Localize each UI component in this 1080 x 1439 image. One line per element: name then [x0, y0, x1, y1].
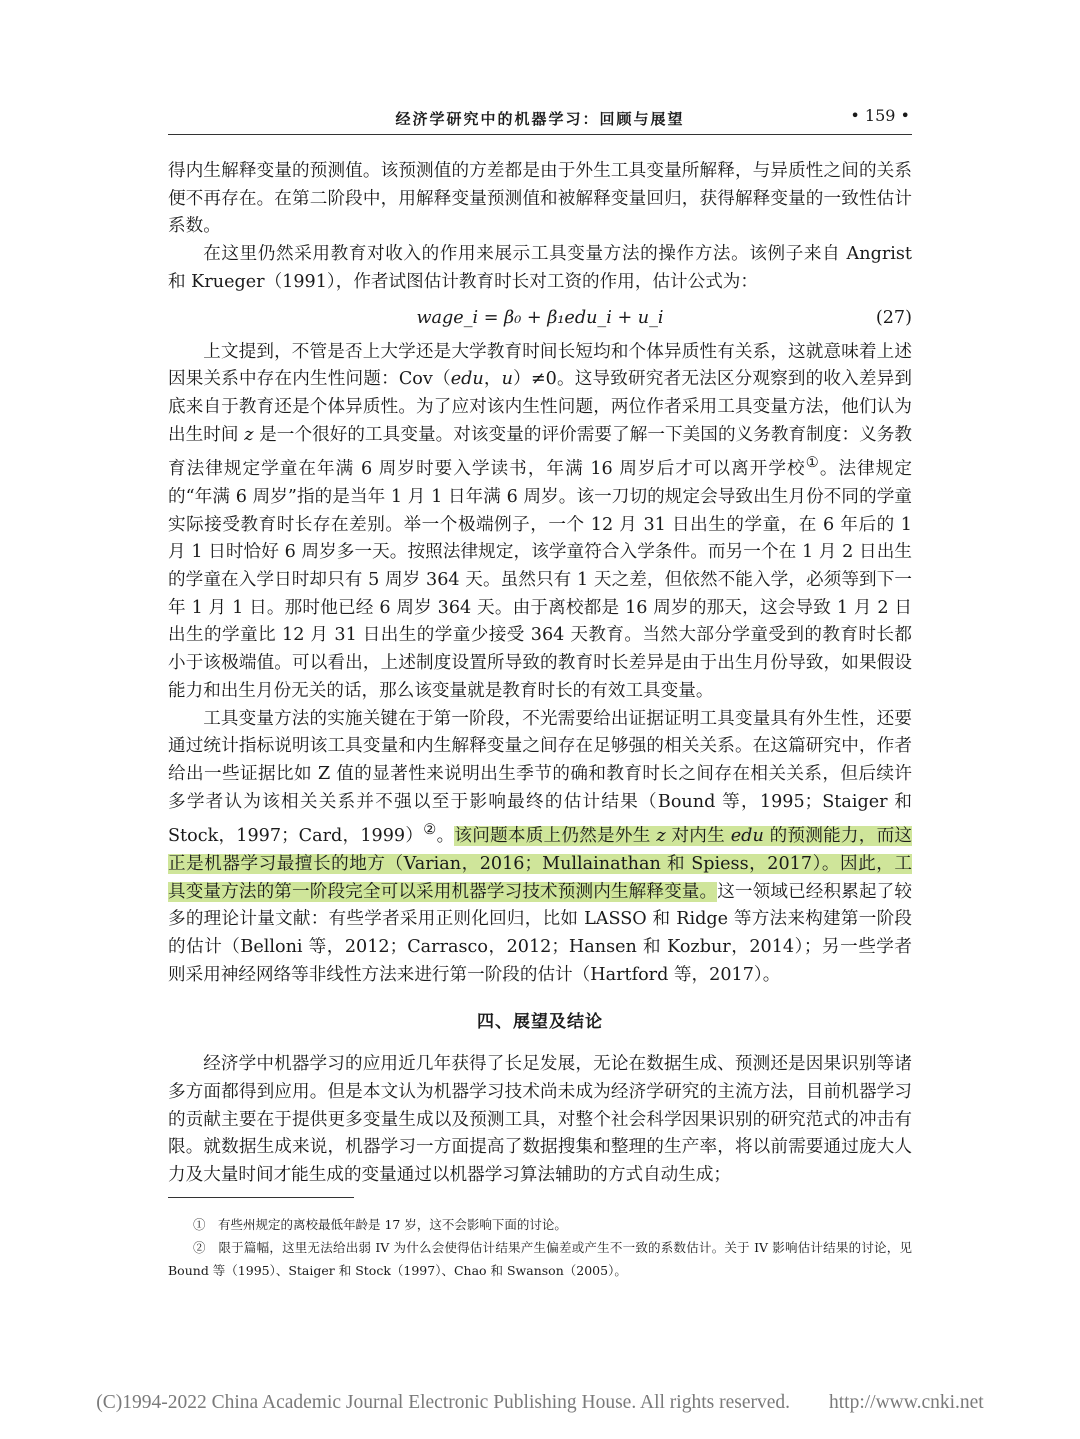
equation-number: (27)	[875, 307, 912, 328]
footnote-2: ② 限于篇幅，这里无法给出弱 IV 为什么会使得估计结果产生偏差或产生不一致的系数估计。关于 IV 影响估计结果的讨论，见 Bound 等（1995）、Staiger 和 Stock（1997）、Chao 和 Swanson（2005）。	[168, 1240, 912, 1278]
text-span: 。	[436, 826, 455, 847]
footnote-rule	[168, 1197, 354, 1198]
paragraph-3	[168, 339, 912, 706]
symbol-u: u	[501, 369, 514, 390]
paragraph-5: 经济学中机器学习的应用近几年获得了长足发展，无论在数据生成、预测还是因果识别等诸多方面都得到应用。但是本文认为机器学习技术尚未成为经济学研究的主流方法，目前机器学习的贡献主要在于提供更多变量生成以及预测工具，对整个社会科学因果识别的研究范式的冲击有限。就数据生成来说，机器学习一方面提高了数据搜集和整理的生产率，将以前需要通过庞大人力及大量时间才能生成的变量通过以机器学习算法辅助的方式自动生成；	[168, 1054, 912, 1185]
text-span: 是一个很好的工具变量。对该变量的评价需要了解一下美国的义务教育制度：义务教育法律规定学童在年满 6 周岁时要入学读书，年满 16 周岁后才可以离开学校	[168, 424, 912, 480]
symbol-z: z	[244, 424, 254, 445]
footnote-ref-2[interactable]: ②	[423, 821, 437, 839]
text-span: 这一领域已经积累起了较多的理论计量文献：有些学者采用正则化回归，比如 LASSO 和 Ridge 等方法来构建第一阶段的估计（Belloni 等，2012；Carrasco，2012；Hansen 和 Kozbur，2014）；另一些学者则采用神经网络等非线性方法来进行第一阶段的估计（Hartford 等，2017）。	[168, 881, 912, 985]
equation-body: wage_i = β₀ + β₁edu_i + u_i	[416, 307, 664, 328]
text-span: 的预测能力，而这正是机器学习最擅长的地方（Varian，2016；Mullainathan 和 Spiess，2017）。因此，工具变量方法的第一阶段完全可以采用机器学习技术预测内生解释变量。	[168, 826, 912, 902]
footnote-1: ① 有些州规定的离校最低年龄是 17 岁，这不会影响下面的讨论。	[193, 1217, 567, 1232]
running-header	[168, 106, 912, 132]
text-span: ）≠0。这导致研究者无法区分观察到的收入差异到底来自于教育还是个体异质性。为了应对该内生性问题，两位作者采用工具变量方法，他们认为出生时间	[168, 369, 912, 445]
copyright-watermark: (C)1994-2022 China Academic Journal Electronic Publishing House. All rights reserved. http://www.cnki.net	[96, 1392, 984, 1413]
section-heading: 四、展望及结论	[477, 1012, 603, 1033]
text-span: 工具变量方法的实施关键在于第一阶段，不光需要给出证据证明工具变量具有外生性，还要通过统计指标说明该工具变量和内生解释变量之间存在足够强的相关关系。在这篇研究中，作者给出一些证据比如 Z 值的显著性来说明出生季节的确和教育时长之间存在相关关系，但后续许多学者认为该相关关系并不强以至于影响最终的估计结果（Bound 等，1995；Staiger 和 Stock，1997；Card，1999）	[168, 708, 912, 847]
symbol-edu: edu	[730, 826, 764, 847]
equation-27	[168, 305, 912, 333]
footnotes	[168, 1213, 912, 1282]
paragraph-4	[168, 706, 912, 990]
page-number: • 159 •	[850, 106, 910, 125]
text-span: 对内生	[665, 826, 731, 847]
paragraph-1: 得内生解释变量的预测值。该预测值的方差都是由于外生工具变量所解释，与异质性之间的关系便不再存在。在第二阶段中，用解释变量预测值和被解释变量回归，获得解释变量的一致性估计系数。	[168, 161, 912, 237]
symbol-edu: edu	[450, 369, 484, 390]
paragraph-2: 在这里仍然采用教育对收入的作用来展示工具变量方法的操作方法。该例子来自 Angrist 和 Krueger（1991），作者试图估计教育时长对工资的作用，估计公式为：	[168, 244, 912, 292]
text-span: 上文提到，不管是否上大学还是大学教育时间长短均和个体异质性有关系，这就意味着上述因果关系中存在内生性问题：Cov（	[168, 341, 912, 390]
running-title: 经济学研究中的机器学习：回顾与展望	[395, 110, 685, 128]
header-rule	[168, 134, 912, 135]
footnote-ref-1[interactable]: ①	[805, 454, 820, 472]
body-text	[168, 158, 912, 1190]
text-span: ，	[483, 369, 502, 390]
text-span: 。法律规定的“年满 6 周岁”指的是当年 1 月 1 日年满 6 周岁。该一刀切的规定会导致出生月份不同的学童实际接受教育时长存在差别。举一个极端例子，一个 12 月 31 日出生的学童，在 6 年后的 1 月 1 日时恰好 6 周岁多一天。按照法律规定，该学童符合入学条件。而另一个在 1 月 2 日出生的学童在入学日时却只有 5 周岁 364 天。虽然只有 1 天之差，但依然不能入学，必须等到下一年 1 月 1 日。那时他已经 6 周岁 364 天。由于离校都是 16 周岁的那天，这会导致 1 月 2 日出生的学童比 12 月 31 日出生的学童少接受 364 天教育。当然大部分学童受到的教育时长都小于该极端值。可以看出，上述制度设置所导致的教育时长差异是由于出生月份导致，如果假设能力和出生月份无关的话，那么该变量就是教育时长的有效工具变量。	[168, 459, 912, 701]
symbol-z: z	[656, 826, 666, 847]
text-span: 该问题本质上仍然是外生	[454, 826, 657, 847]
